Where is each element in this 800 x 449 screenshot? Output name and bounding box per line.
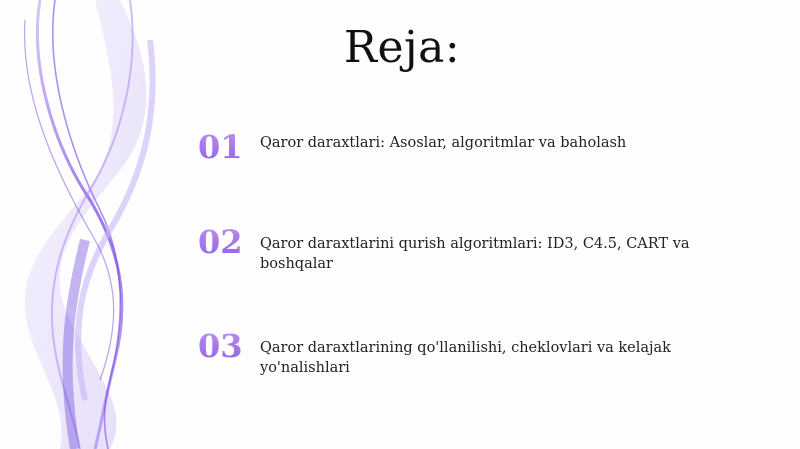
agenda-text: Qaror daraxtlarini qurish algoritmlari: ID3, C4.5, CART va boshqalar	[260, 236, 690, 272]
agenda-text: Qaror daraxtlari: Asoslar, algoritmlar va baholash	[260, 135, 627, 151]
agenda-number: 02	[198, 223, 243, 261]
agenda-item-1	[198, 130, 718, 190]
agenda-number: 01	[198, 128, 243, 166]
agenda-item-2	[198, 225, 718, 285]
agenda-item-3	[198, 329, 718, 389]
slide-title: Reja:	[343, 22, 461, 73]
agenda-number: 03	[198, 327, 243, 365]
agenda-text: Qaror daraxtlarining qo'llanilishi, cheklovlari va kelajak yo'nalishlari	[260, 340, 671, 376]
